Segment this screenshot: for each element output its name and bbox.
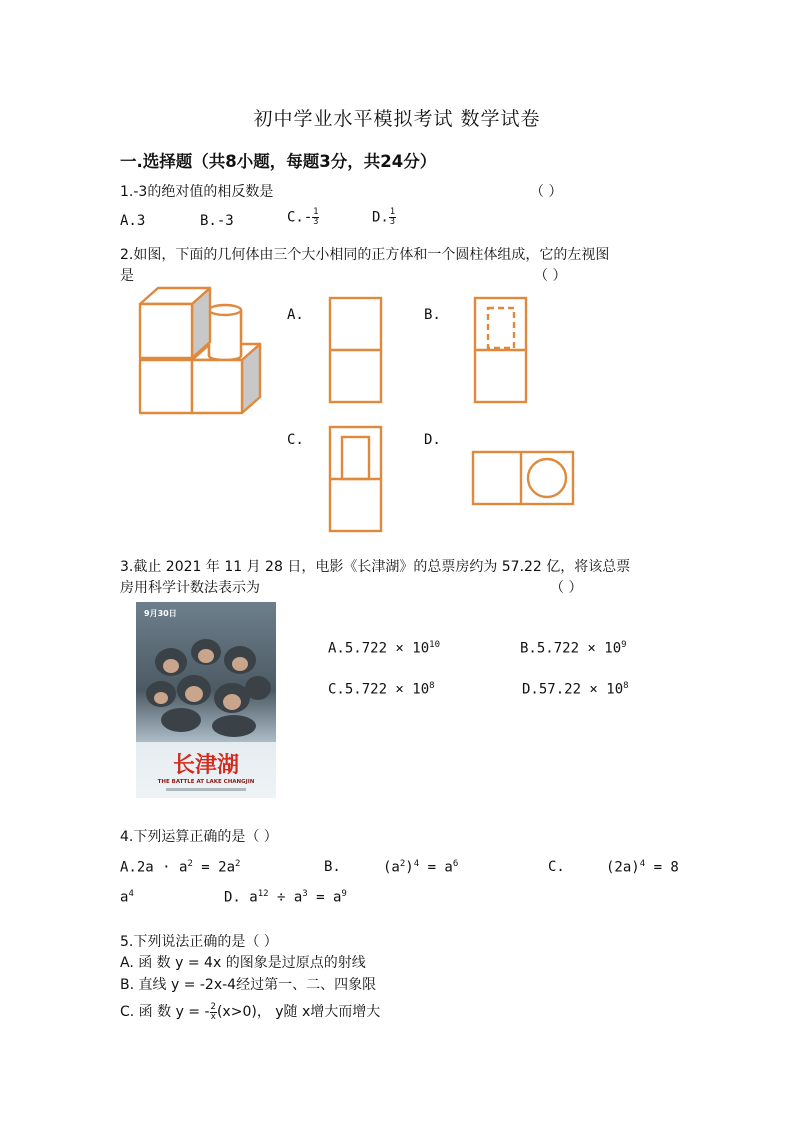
q4-option-d: D. $a^{12} \div a^3 = a^9$ (224, 889, 347, 906)
q2-option-c-figure (329, 426, 383, 534)
q5-option-a: A. 函 数 y = 4x 的图象是过原点的射线 (120, 955, 366, 971)
q3-option-a: $A.5.722 \times 10^{10}$ (328, 640, 440, 657)
q4-option-a: $A.2a \cdot a^2 = 2a^2$ (120, 859, 241, 876)
q2-option-d-label: D. (424, 432, 441, 448)
poster-subtitle: THE BATTLE AT LAKE CHANGJIN (157, 779, 255, 785)
q2-option-d-figure (472, 451, 576, 507)
solid-figure (138, 284, 268, 419)
q1-option-c: C.- $\frac{1}{3}$ (287, 207, 319, 227)
q2-option-a-label: A. (287, 307, 304, 323)
q1-stem: 1.-3的绝对值的相反数是 (120, 184, 274, 200)
q3-stem-line2: 房用科学计数法表示为 (120, 580, 260, 596)
q5-option-c: C. 函 数 y = - $\frac{2}{x}$ (x>0)， y随 x增大而增大 (120, 1001, 381, 1022)
cylinder-top (209, 305, 241, 315)
q3-option-c: $C.5.722 \times 10^8$ (328, 681, 435, 698)
section-heading: 一.选择题（共8小题，每题3分，共24分） (120, 152, 437, 171)
q4-option-c-label: C. (548, 859, 565, 875)
q5-option-b: B. 直线 y = -2x-4经过第一、二、四象限 (120, 977, 377, 993)
cube-bottom-left-front (140, 360, 192, 413)
q4-option-c: $(2a)^4 = 8$ (606, 859, 679, 876)
cube-bottom-right-front (192, 360, 242, 413)
poster-date: 9月30日 (144, 609, 177, 618)
q4-option-c-continued: $a^4$ (120, 889, 134, 906)
movie-poster-image (136, 602, 276, 798)
cube-top-front (140, 304, 192, 358)
q2-stem-line1: 2.如图，下面的几何体由三个大小相同的正方体和一个圆柱体组成，它的左视图 (120, 247, 610, 263)
q2-option-b-label: B. (424, 307, 441, 323)
q2-option-b-figure (474, 297, 528, 405)
poster-title: 长津湖 (172, 753, 240, 778)
q3-option-d: $D.57.22 \times 10^8$ (522, 681, 629, 698)
q1-option-a: A.3 (120, 213, 146, 229)
q1-option-d: D. $\frac{1}{3}$ (372, 207, 395, 227)
q4-option-b-label: B. (324, 859, 341, 875)
q4-option-b: $(a^2)^4 = a^6$ (383, 859, 459, 876)
q3-stem-line1: 3.截止 2021 年 11 月 28 日，电影《长津湖》的总票房约为 57.22 亿，将该总票 (120, 559, 631, 575)
q1-option-b: B.-3 (200, 213, 234, 229)
q3-answer-paren: （ ） (550, 580, 583, 596)
q2-option-a-figure (329, 297, 383, 405)
q1-answer-paren: （ ） (530, 184, 563, 200)
q2-option-c-label: C. (287, 432, 304, 448)
q5-stem: 5.下列说法正确的是（ ） (120, 934, 278, 950)
q4-stem: 4.下列运算正确的是（ ） (120, 829, 278, 845)
q2-stem-line2: 是 (120, 268, 134, 284)
q3-option-b: $B.5.722 \times 10^9$ (520, 640, 627, 657)
q2-answer-paren: （ ） (534, 268, 567, 284)
page-title: 初中学业水平模拟考试 数学试卷 (253, 108, 541, 130)
